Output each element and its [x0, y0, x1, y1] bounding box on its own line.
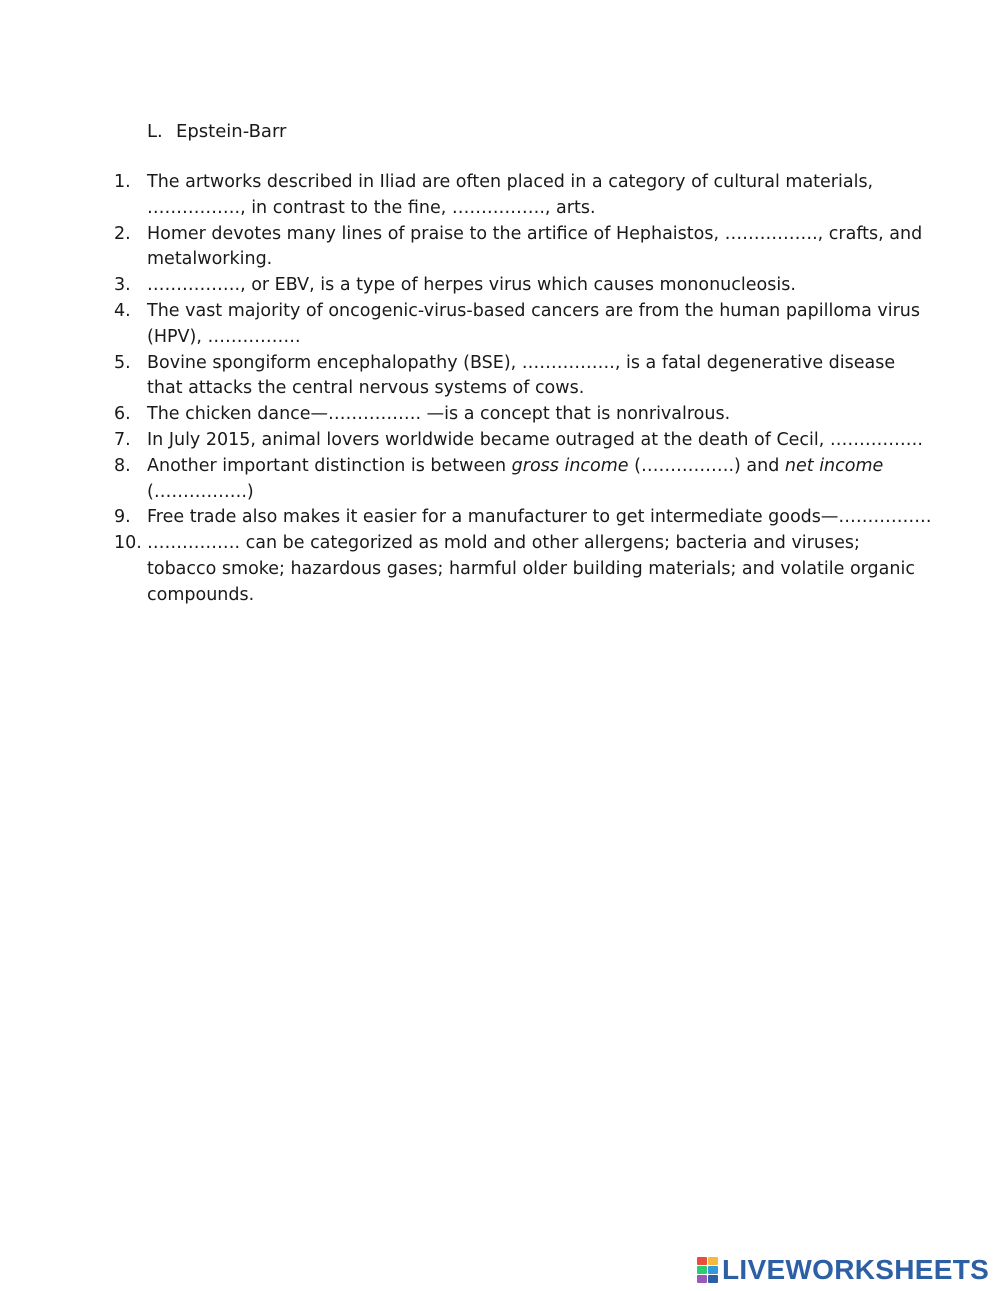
term-net-income: net income	[784, 455, 884, 476]
question-text: The vast majority of oncogenic-virus-based cancers are from the human papilloma virus (HPV), …………….	[147, 300, 921, 347]
question-text: ……………., or EBV, is a type of herpes virus which causes mononucleosis.	[147, 275, 796, 296]
option-text: Epstein-Barr	[176, 121, 287, 142]
question-text-after: (…………….)	[147, 481, 254, 502]
logo-mark-tile	[697, 1275, 707, 1283]
question-item	[114, 351, 934, 403]
question-text: Free trade also makes it easier for a manufacturer to get intermediate goods—…………….	[147, 507, 932, 528]
liveworksheets-logo	[697, 1253, 989, 1287]
question-number: 4.	[114, 300, 131, 321]
question-number: 2.	[114, 223, 131, 244]
question-item	[114, 299, 934, 351]
question-text: In July 2015, animal lovers worldwide became outraged at the death of Cecil, …………….	[147, 429, 923, 450]
logo-mark-tile	[697, 1266, 707, 1274]
logo-mark-tile	[708, 1266, 718, 1274]
question-item	[114, 273, 934, 299]
question-text: Bovine spongiform encephalopathy (BSE), ……………., is a fatal degenerative disease that attacks the central nervous systems of cows.	[147, 352, 896, 399]
question-item	[114, 454, 934, 506]
option-letter: L.	[147, 121, 163, 142]
question-item	[114, 505, 934, 531]
question-text: The chicken dance—……………. —is a concept that is nonrivalrous.	[147, 404, 731, 425]
logo-mark-tile	[708, 1275, 718, 1283]
question-item	[114, 170, 934, 222]
question-item	[114, 428, 934, 454]
question-list	[114, 170, 934, 609]
question-text	[147, 454, 934, 506]
question-text: Homer devotes many lines of praise to the artifice of Hephaistos, ……………., crafts, and metalworking.	[147, 223, 923, 270]
question-number: 5.	[114, 352, 131, 373]
question-text: The artworks described in Iliad are often placed in a category of cultural materials, ……………., in contrast to the fine, ……………., arts.	[147, 172, 874, 218]
question-number: 9.	[114, 507, 131, 528]
question-text-mid: (…………….) and	[628, 455, 785, 476]
question-number: 3.	[114, 275, 131, 296]
answer-option-l	[147, 119, 286, 145]
logo-text: LIVEWORKSHEETS	[722, 1254, 990, 1285]
question-text: ……………. can be categorized as mold and other allergens; bacteria and viruses; tobacco smoke; hazardous gases; harmful older building materials; and volatile organic compounds.	[147, 533, 915, 605]
question-number: 8.	[114, 455, 131, 476]
question-item	[114, 222, 934, 274]
question-number: 1.	[114, 172, 131, 192]
term-gross-income: gross income	[511, 455, 629, 476]
question-number: 7.	[114, 429, 131, 450]
logo-mark-tile	[697, 1257, 707, 1265]
question-item	[114, 402, 934, 428]
logo-mark-tile	[708, 1257, 718, 1265]
question-number: 10.	[114, 533, 142, 554]
question-number: 6.	[114, 404, 131, 425]
logo-mark-icon	[697, 1257, 718, 1283]
question-text-before: Another important distinction is between	[147, 455, 512, 476]
question-item	[114, 531, 934, 608]
